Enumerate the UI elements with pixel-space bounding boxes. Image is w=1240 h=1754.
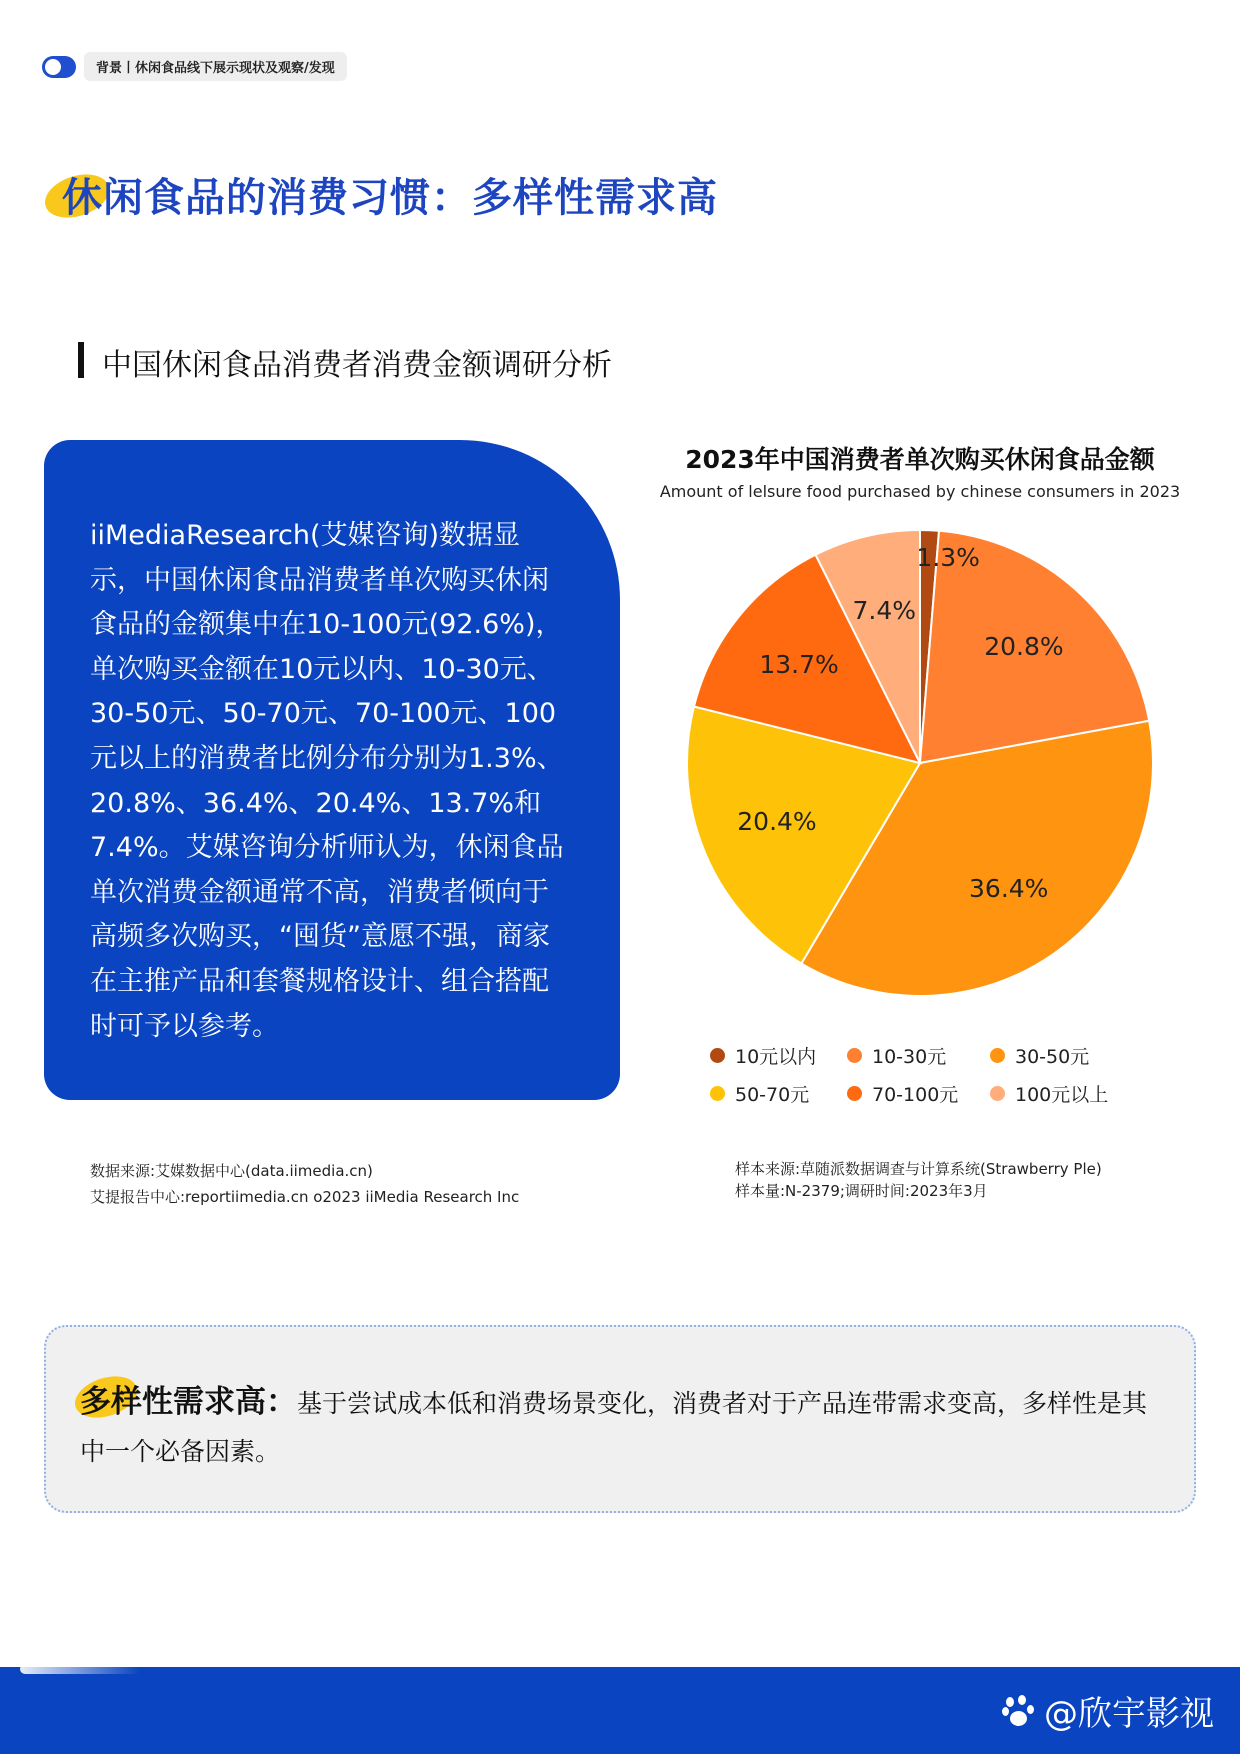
pie-data-label: 20.8% <box>984 632 1064 662</box>
pie-data-label: 13.7% <box>759 650 839 680</box>
legend-swatch <box>710 1048 725 1063</box>
source-line: 样本量:N-2379;调研时间:2023年3月 <box>735 1182 988 1200</box>
section-bar <box>78 342 84 378</box>
breadcrumb-label: 背景丨休闲食品线下展示现状及观察/发现 <box>84 52 347 81</box>
page-title: 休闲食品的消费习惯：多样性需求高 <box>62 175 718 221</box>
source-line: 艾提报告中心:reportiimedia.cn o2023 iiMedia Research Inc <box>90 1188 520 1206</box>
legend-item <box>847 1042 990 1068</box>
footer-fade <box>20 1664 140 1674</box>
source-left <box>90 1158 519 1210</box>
callout-text <box>80 1378 1160 1476</box>
section-title: 中国休闲食品消费者消费金额调研分析 <box>102 348 612 383</box>
chart-title: 2023年中国消费者单次购买休闲食品金额 <box>685 445 1155 474</box>
description-text: iiMediaResearch(艾媒咨询)数据显示，中国休闲食品消费者单次购买休闲食品的金额集中在10-100元(92.6%)，单次购买金额在10元以内、10-30元、30-50元、50-70元、70-100元、100元以上的消费者比例分布分别为1.3%、20.8%、36.4%、20.4%、13.7%和7.4%。艾媒咨询分析师认为，休闲食品单次消费金额通常不高，消费者倾向于高频多次购买，“囤货”意愿不强，商家在主推产品和套餐规格设计、组合搭配时可予以参考。 <box>90 520 564 1042</box>
toggle-icon <box>42 56 76 78</box>
legend-item <box>710 1042 847 1068</box>
watermark-text: @欣宇影视 <box>1044 1694 1214 1734</box>
pie-data-label: 36.4% <box>969 874 1049 904</box>
legend-item <box>990 1042 1130 1068</box>
legend-item <box>710 1080 847 1106</box>
legend-swatch <box>847 1086 862 1101</box>
legend-label: 100元以上 <box>1015 1083 1109 1106</box>
chart-legend <box>710 1042 1170 1106</box>
callout-body: 基于尝试成本低和消费场景变化，消费者对于产品连带需求变高，多样性是其中一个必备因素。 <box>80 1389 1148 1466</box>
legend-label: 50-70元 <box>735 1083 810 1106</box>
pie-data-label: 7.4% <box>852 596 917 626</box>
chart-subtitle: Amount of lelsure food purchased by chinese consumers in 2023 <box>659 482 1181 501</box>
callout-heading: 多样性需求高： <box>80 1384 297 1420</box>
paw-icon <box>1002 1695 1036 1727</box>
pie-data-label: 1.3% <box>916 543 980 573</box>
legend-label: 30-50元 <box>1015 1045 1090 1068</box>
source-right <box>735 1158 1102 1202</box>
pie-data-label: 20.4% <box>737 806 817 836</box>
legend-item <box>847 1080 990 1106</box>
breadcrumb <box>42 52 347 81</box>
legend-label: 10元以内 <box>735 1045 817 1068</box>
legend-label: 70-100元 <box>872 1083 959 1106</box>
source-line: 数据来源:艾媒数据中心(data.iimedia.cn) <box>90 1162 373 1180</box>
legend-swatch <box>847 1048 862 1063</box>
legend-swatch <box>990 1086 1005 1101</box>
source-line: 样本来源:草随派数据调查与计算系统(Strawberry Ple) <box>735 1160 1102 1178</box>
legend-swatch <box>990 1048 1005 1063</box>
watermark <box>1002 1686 1214 1735</box>
legend-item <box>990 1080 1130 1106</box>
pie-chart <box>670 522 1170 1022</box>
legend-label: 10-30元 <box>872 1045 947 1068</box>
legend-swatch <box>710 1086 725 1101</box>
